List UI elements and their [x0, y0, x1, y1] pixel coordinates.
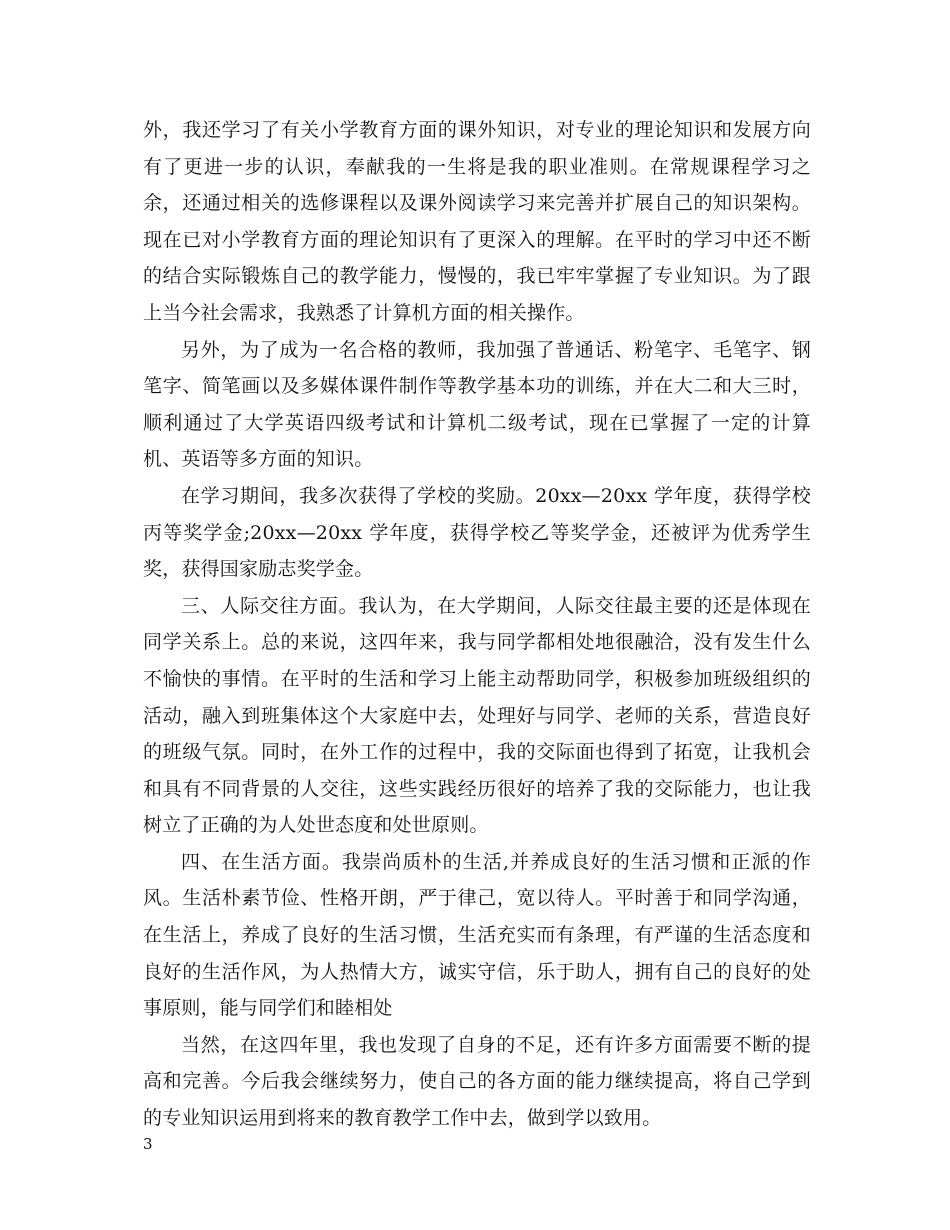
- paragraph-awards: 在学习期间，我多次获得了学校的奖励。20xx—20xx 学年度，获得学校丙等奖学金;20xx—20xx 学年度，获得学校乙等奖学金，还被评为优秀学生奖，获得国家励志奖学金。: [143, 484, 811, 581]
- paragraph-teaching-skills: 另外，为了成为一名合格的教师，我加强了普通话、粉笔字、毛笔字、钢笔字、简笔画以及多媒体课件制作等教学基本功的训练，并在大二和大三时，顺利通过了大学英语四级考试和计算机二级考试，现在已掌握了一定的计算机、英语等多方面的知识。: [143, 338, 811, 471]
- paragraph-life: 四、在生活方面。我崇尚质朴的生活,并养成良好的生活习惯和正派的作风。生活朴素节俭、性格开朗，严于律己，宽以待人。平时善于和同学沟通，在生活上，养成了良好的生活习惯，生活充实而有条理，有严谨的生活态度和良好的生活作风，为人热情大方，诚实守信，乐于助人，拥有自己的良好的处事原则，能与同学们和睦相处: [143, 850, 811, 1020]
- paragraph-conclusion: 当然，在这四年里，我也发现了自身的不足，还有许多方面需要不断的提高和完善。今后我会继续努力，使自己的各方面的能力继续提高，将自己学到的专业知识运用到将来的教育教学工作中去，做到学以致用。: [143, 1033, 811, 1130]
- page-number: 3: [143, 1135, 153, 1153]
- paragraph-continued-study: 外，我还学习了有关小学教育方面的课外知识，对专业的理论知识和发展方向有了更进一步的认识，奉献我的一生将是我的职业准则。在常规课程学习之余，还通过相关的选修课程以及课外阅读学习来完善并扩展自己的知识架构。现在已对小学教育方面的理论知识有了更深入的理解。在平时的学习中还不断的结合实际锻炼自己的教学能力，慢慢的，我已牢牢掌握了专业知识。为了跟上当今社会需求，我熟悉了计算机方面的相关操作。: [143, 119, 811, 324]
- paragraph-interpersonal: 三、人际交往方面。我认为，在大学期间，人际交往最主要的还是体现在同学关系上。总的来说，这四年来，我与同学都相处地很融洽，没有发生什么不愉快的事情。在平时的生活和学习上能主动帮助同学，积极参加班级组织的活动，融入到班集体这个大家庭中去，处理好与同学、老师的关系，营造良好的班级气氛。同时，在外工作的过程中，我的交际面也得到了拓宽，让我机会和具有不同背景的人交往，这些实践经历很好的培养了我的交际能力，也让我树立了正确的为人处世态度和处世原则。: [143, 594, 811, 837]
- body-text: [143, 112, 811, 1137]
